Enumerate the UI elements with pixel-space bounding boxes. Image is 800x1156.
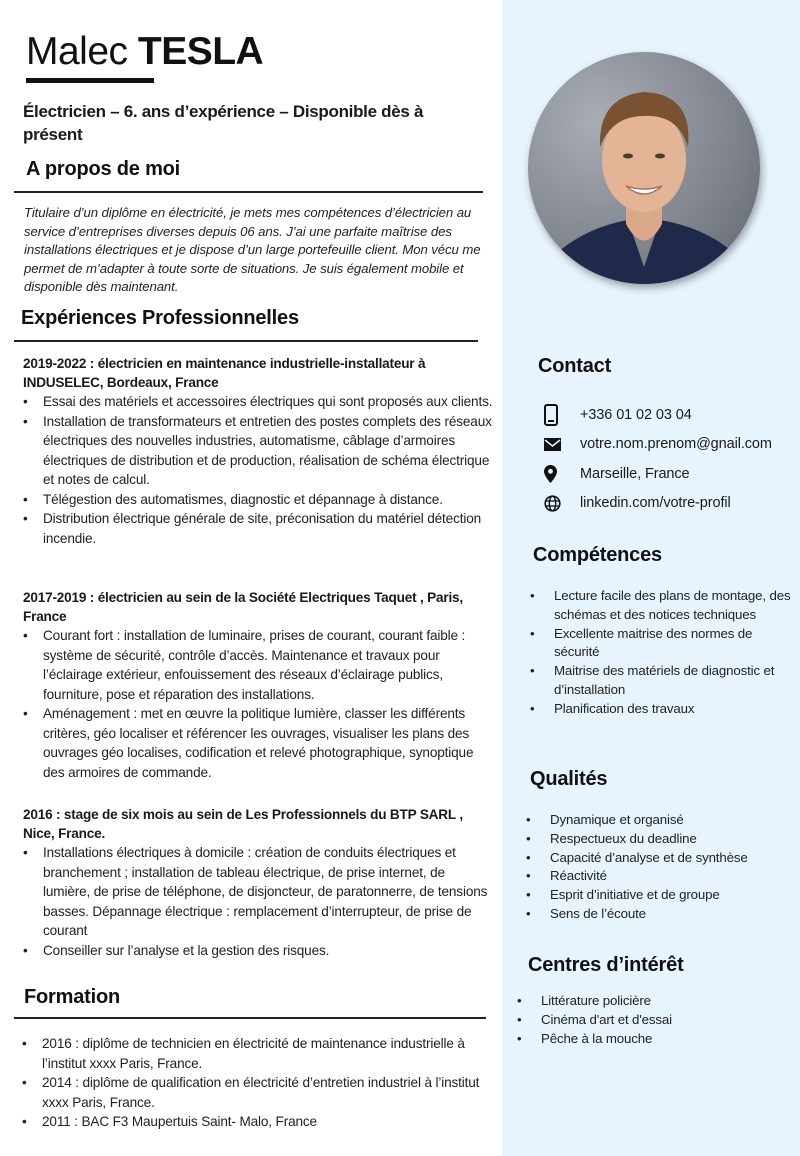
skills-list bbox=[530, 587, 792, 719]
about-title: A propos de moi bbox=[26, 158, 181, 180]
formation-divider bbox=[14, 1017, 486, 1019]
job-bullet: • Conseiller sur l’analyse et la gestion des risques. bbox=[23, 941, 493, 961]
interests-title: Centres d’intérêt bbox=[528, 954, 684, 976]
job-bullet: • Courant fort : installation de luminaire, prises de courant, courant faible : système de sécurité, contrôle d’accès. Maintenance et travaux pour l’éclairage extérieur, enfouissement des réseaux d’éclairage publics, fourniture, pose et réparation des installations. bbox=[23, 626, 493, 704]
job-entry bbox=[23, 588, 493, 782]
person-illustration bbox=[528, 52, 760, 284]
job-subtitle: Électricien – 6. ans d’expérience – Disponible dès à présent bbox=[23, 102, 424, 144]
formation-title: Formation bbox=[24, 986, 120, 1008]
quality-item: • Sens de l’écoute bbox=[526, 905, 792, 924]
email-address[interactable]: votre.nom.prenom@gnail.com bbox=[580, 436, 772, 453]
job-title: 2017-2019 : électricien au sein de la Société Electriques Taquet , Paris, France bbox=[23, 590, 463, 624]
quality-item: • Respectueux du deadline bbox=[526, 830, 792, 849]
job-bullet: • Aménagement : met en œuvre la politique lumière, classer les différents critères, géo localiser et référencer les ouvrages, visualiser les plans des ouvrages géo localises, codification et relevé photographique, synoptique des armoires de commande. bbox=[23, 704, 493, 782]
about-text: Titulaire d’un diplôme en électricité, je mets mes compétences d’électricien au service d’entreprises diverses depuis 06 ans. J’ai une parfaite maîtrise des installations électriques et je dispose d’un large portefeuille client. Mon vécu me permet de m’adapter à toute sorte de situations. Je suis également mobile et disponible dès maintenant. bbox=[24, 205, 481, 294]
qualities-list bbox=[526, 811, 792, 924]
email-icon bbox=[544, 438, 580, 451]
job-bullets bbox=[23, 626, 493, 782]
location-pin-icon bbox=[544, 465, 580, 483]
experience-title: Expériences Professionnelles bbox=[21, 307, 299, 329]
globe-icon bbox=[544, 495, 580, 512]
job-title: 2019-2022 : électricien en maintenance industrielle-installateur à INDUSELEC, Bordeaux, France bbox=[23, 356, 426, 390]
skills-title: Compétences bbox=[533, 544, 662, 566]
formation-item: • 2016 : diplôme de technicien en électricité de maintenance industrielle à l’institut xxxx Paris, France. bbox=[22, 1034, 492, 1073]
quality-item: • Capacité d’analyse et de synthèse bbox=[526, 849, 792, 868]
skill-item: • Excellente maitrise des normes de sécurité bbox=[530, 625, 792, 663]
skill-item: • Planification des travaux bbox=[530, 700, 792, 719]
quality-item: • Dynamique et organisé bbox=[526, 811, 792, 830]
phone-number[interactable]: +336 01 02 03 04 bbox=[580, 406, 692, 423]
interest-item: • Cinéma d'art et d'essai bbox=[517, 1011, 787, 1030]
name-underline bbox=[26, 78, 154, 83]
job-bullet: • Installation de transformateurs et entretien des postes complets des réseaux électriques des nouvelles industries, automatisme, câblage d’armoires électriques de distribution et de production, réalisation de schéma électrique et notes de calcul. bbox=[23, 412, 493, 490]
quality-item: • Esprit d’initiative et de groupe bbox=[526, 886, 792, 905]
contact-linkedin bbox=[544, 489, 794, 519]
job-title: 2016 : stage de six mois au sein de Les Professionnels du BTP SARL , Nice, France. bbox=[23, 807, 463, 841]
job-entry bbox=[23, 805, 493, 960]
skill-item: • Maitrise des matériels de diagnostic et d’installation bbox=[530, 662, 792, 700]
about-divider bbox=[14, 191, 483, 193]
skill-item: • Lecture facile des plans de montage, des schémas et des notices techniques bbox=[530, 587, 792, 625]
contact-location bbox=[544, 459, 794, 489]
interests-list bbox=[517, 992, 787, 1048]
contact-email bbox=[544, 430, 794, 460]
contact-phone bbox=[544, 400, 794, 430]
phone-icon bbox=[544, 404, 580, 426]
job-bullets bbox=[23, 392, 493, 548]
contact-list bbox=[544, 400, 794, 518]
formation-list bbox=[22, 1034, 492, 1132]
qualities-title: Qualités bbox=[530, 768, 608, 790]
job-bullet: • Installations électriques à domicile : création de conduits électriques et branchement ; installation de tableau électrique, de prise internet, de lumière, de prise de téléphone, de disjoncteur, de paratonnerre, de tensions basses. Dépannage électrique : remplacement d’interrupteur, de prise de courant bbox=[23, 843, 493, 941]
first-name: Malec bbox=[26, 30, 128, 73]
interest-item: • Pêche à la mouche bbox=[517, 1030, 787, 1049]
interest-item: • Littérature policière bbox=[517, 992, 787, 1011]
experience-divider bbox=[14, 340, 478, 342]
profile-photo bbox=[528, 52, 760, 284]
location: Marseille, France bbox=[580, 465, 690, 482]
candidate-name bbox=[26, 30, 263, 74]
formation-item: • 2014 : diplôme de qualification en électricité d’entretien industriel à l’institut xxxx Paris, France. bbox=[22, 1073, 492, 1112]
job-bullet: • Essai des matériels et accessoires électriques qui sont proposés aux clients. bbox=[23, 392, 493, 412]
job-bullets bbox=[23, 843, 493, 960]
linkedin-link[interactable]: linkedin.com/votre-profil bbox=[580, 495, 731, 512]
contact-title: Contact bbox=[538, 355, 612, 377]
quality-item: • Réactivité bbox=[526, 867, 792, 886]
job-bullet: • Télégestion des automatismes, diagnostic et dépannage à distance. bbox=[23, 490, 493, 510]
last-name: TESLA bbox=[137, 30, 264, 73]
job-bullet: • Distribution électrique générale de site, préconisation du matériel détection incendie. bbox=[23, 509, 493, 548]
job-entry bbox=[23, 354, 493, 548]
formation-item: • 2011 : BAC F3 Maupertuis Saint- Malo, France bbox=[22, 1112, 492, 1132]
